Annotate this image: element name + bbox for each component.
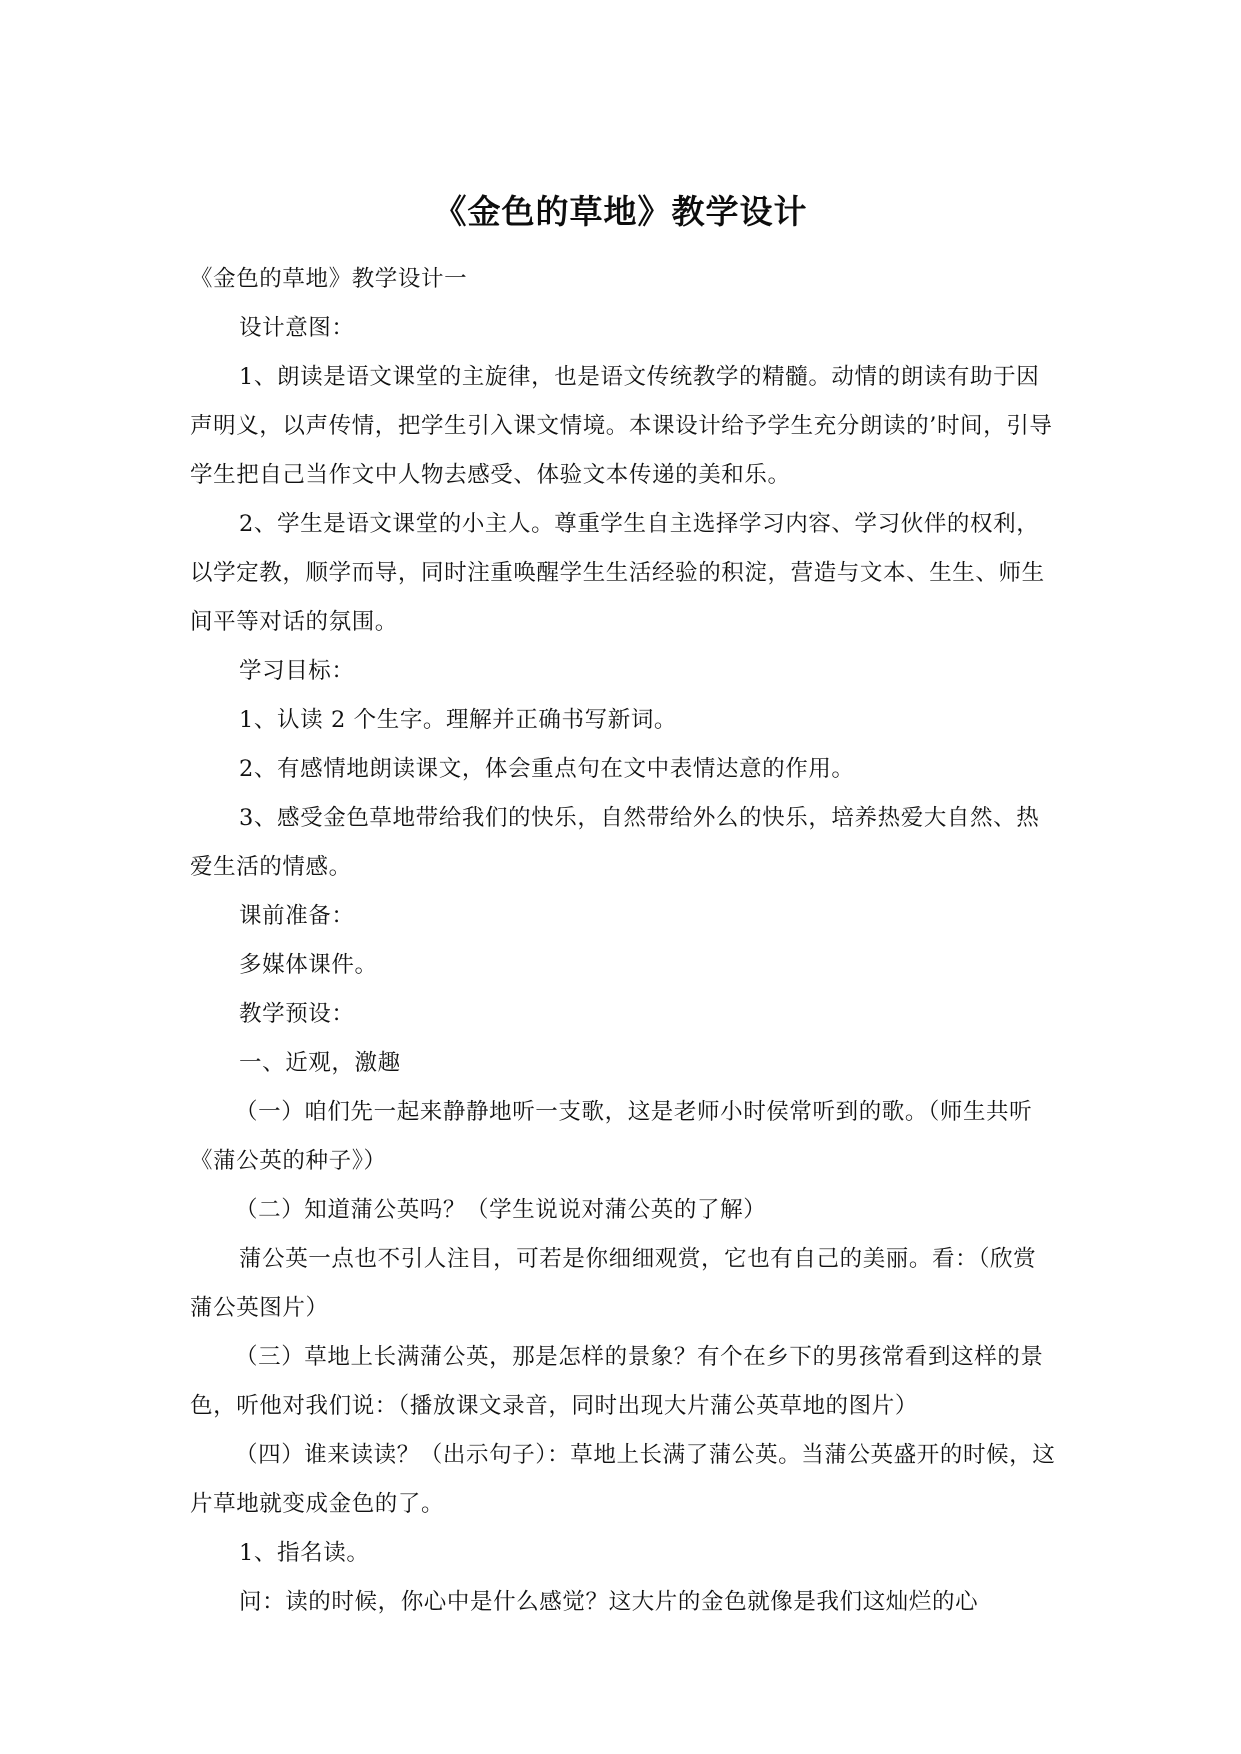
paragraph-intent-1: 1、朗读是语文课堂的主旋律，也是语文传统教学的精髓。动情的朗读有助于因声明义，以声传情，把学生引入课文情境。本课设计给予学生充分朗读的’时间，引导学生把自己当作文中人物去感受、体验文本传递的美和乐。 [190, 364, 1053, 488]
paragraph-read-aloud: 1、指名读。 [239, 1540, 370, 1566]
paragraph-dandelion-description: 蒲公英一点也不引人注目，可若是你细细观赏，它也有自己的美丽。看：（欣赏蒲公英图片） [190, 1246, 1037, 1321]
paragraph-step-1-d: （四）谁来读读？（出示句子）：草地上长满了蒲公英。当蒲公英盛开的时候，这片草地就变成金色的了。 [190, 1442, 1056, 1517]
paragraph-step-1-c: （三）草地上长满蒲公英，那是怎样的景象？有个在乡下的男孩常看到这样的景色，听他对我们说：（播放课文录音，同时出现大片蒲公英草地的图片） [190, 1344, 1044, 1419]
paragraph-goal-1: 1、认读 2 个生字。理解并正确书写新词。 [239, 707, 678, 733]
section-heading-preparation: 课前准备： [239, 903, 355, 929]
paragraph-step-1-b: （二）知道蒲公英吗？（学生说说对蒲公英的了解） [235, 1197, 767, 1223]
paragraph-question: 问：读的时候，你心中是什么感觉？这大片的金色就像是我们这灿烂的心 [239, 1589, 979, 1615]
section-heading-step-1: 一、近观，激趣 [239, 1050, 401, 1076]
document-title: 《金色的草地》教学设计 [433, 192, 808, 231]
paragraph-goal-3: 3、感受金色草地带给我们的快乐，自然带给外么的快乐，培养热爱大自然、热爱生活的情感。 [190, 805, 1040, 880]
paragraph-intent-2: 2、学生是语文课堂的小主人。尊重学生自主选择学习内容、学习伙伴的权利，以学定教，顺学而导，同时注重唤醒学生生活经验的积淀，营造与文本、生生、师生间平等对话的氛围。 [190, 511, 1045, 635]
document-body [190, 255, 1058, 1627]
paragraph-goal-2: 2、有感情地朗读课文，体会重点句在文中表情达意的作用。 [239, 756, 855, 782]
section-heading-design-intent: 设计意图： [239, 315, 355, 341]
section-heading-learning-goals: 学习目标： [239, 658, 355, 684]
section-heading-teaching-plan: 教学预设： [239, 1001, 355, 1027]
paragraph-preparation: 多媒体课件。 [239, 952, 378, 978]
subtitle-paragraph: 《金色的草地》教学设计一 [190, 266, 468, 292]
paragraph-step-1-a: （一）咱们先一起来静静地听一支歌，这是老师小时侯常听到的歌。（师生共听《蒲公英的种子》） [190, 1099, 1033, 1174]
